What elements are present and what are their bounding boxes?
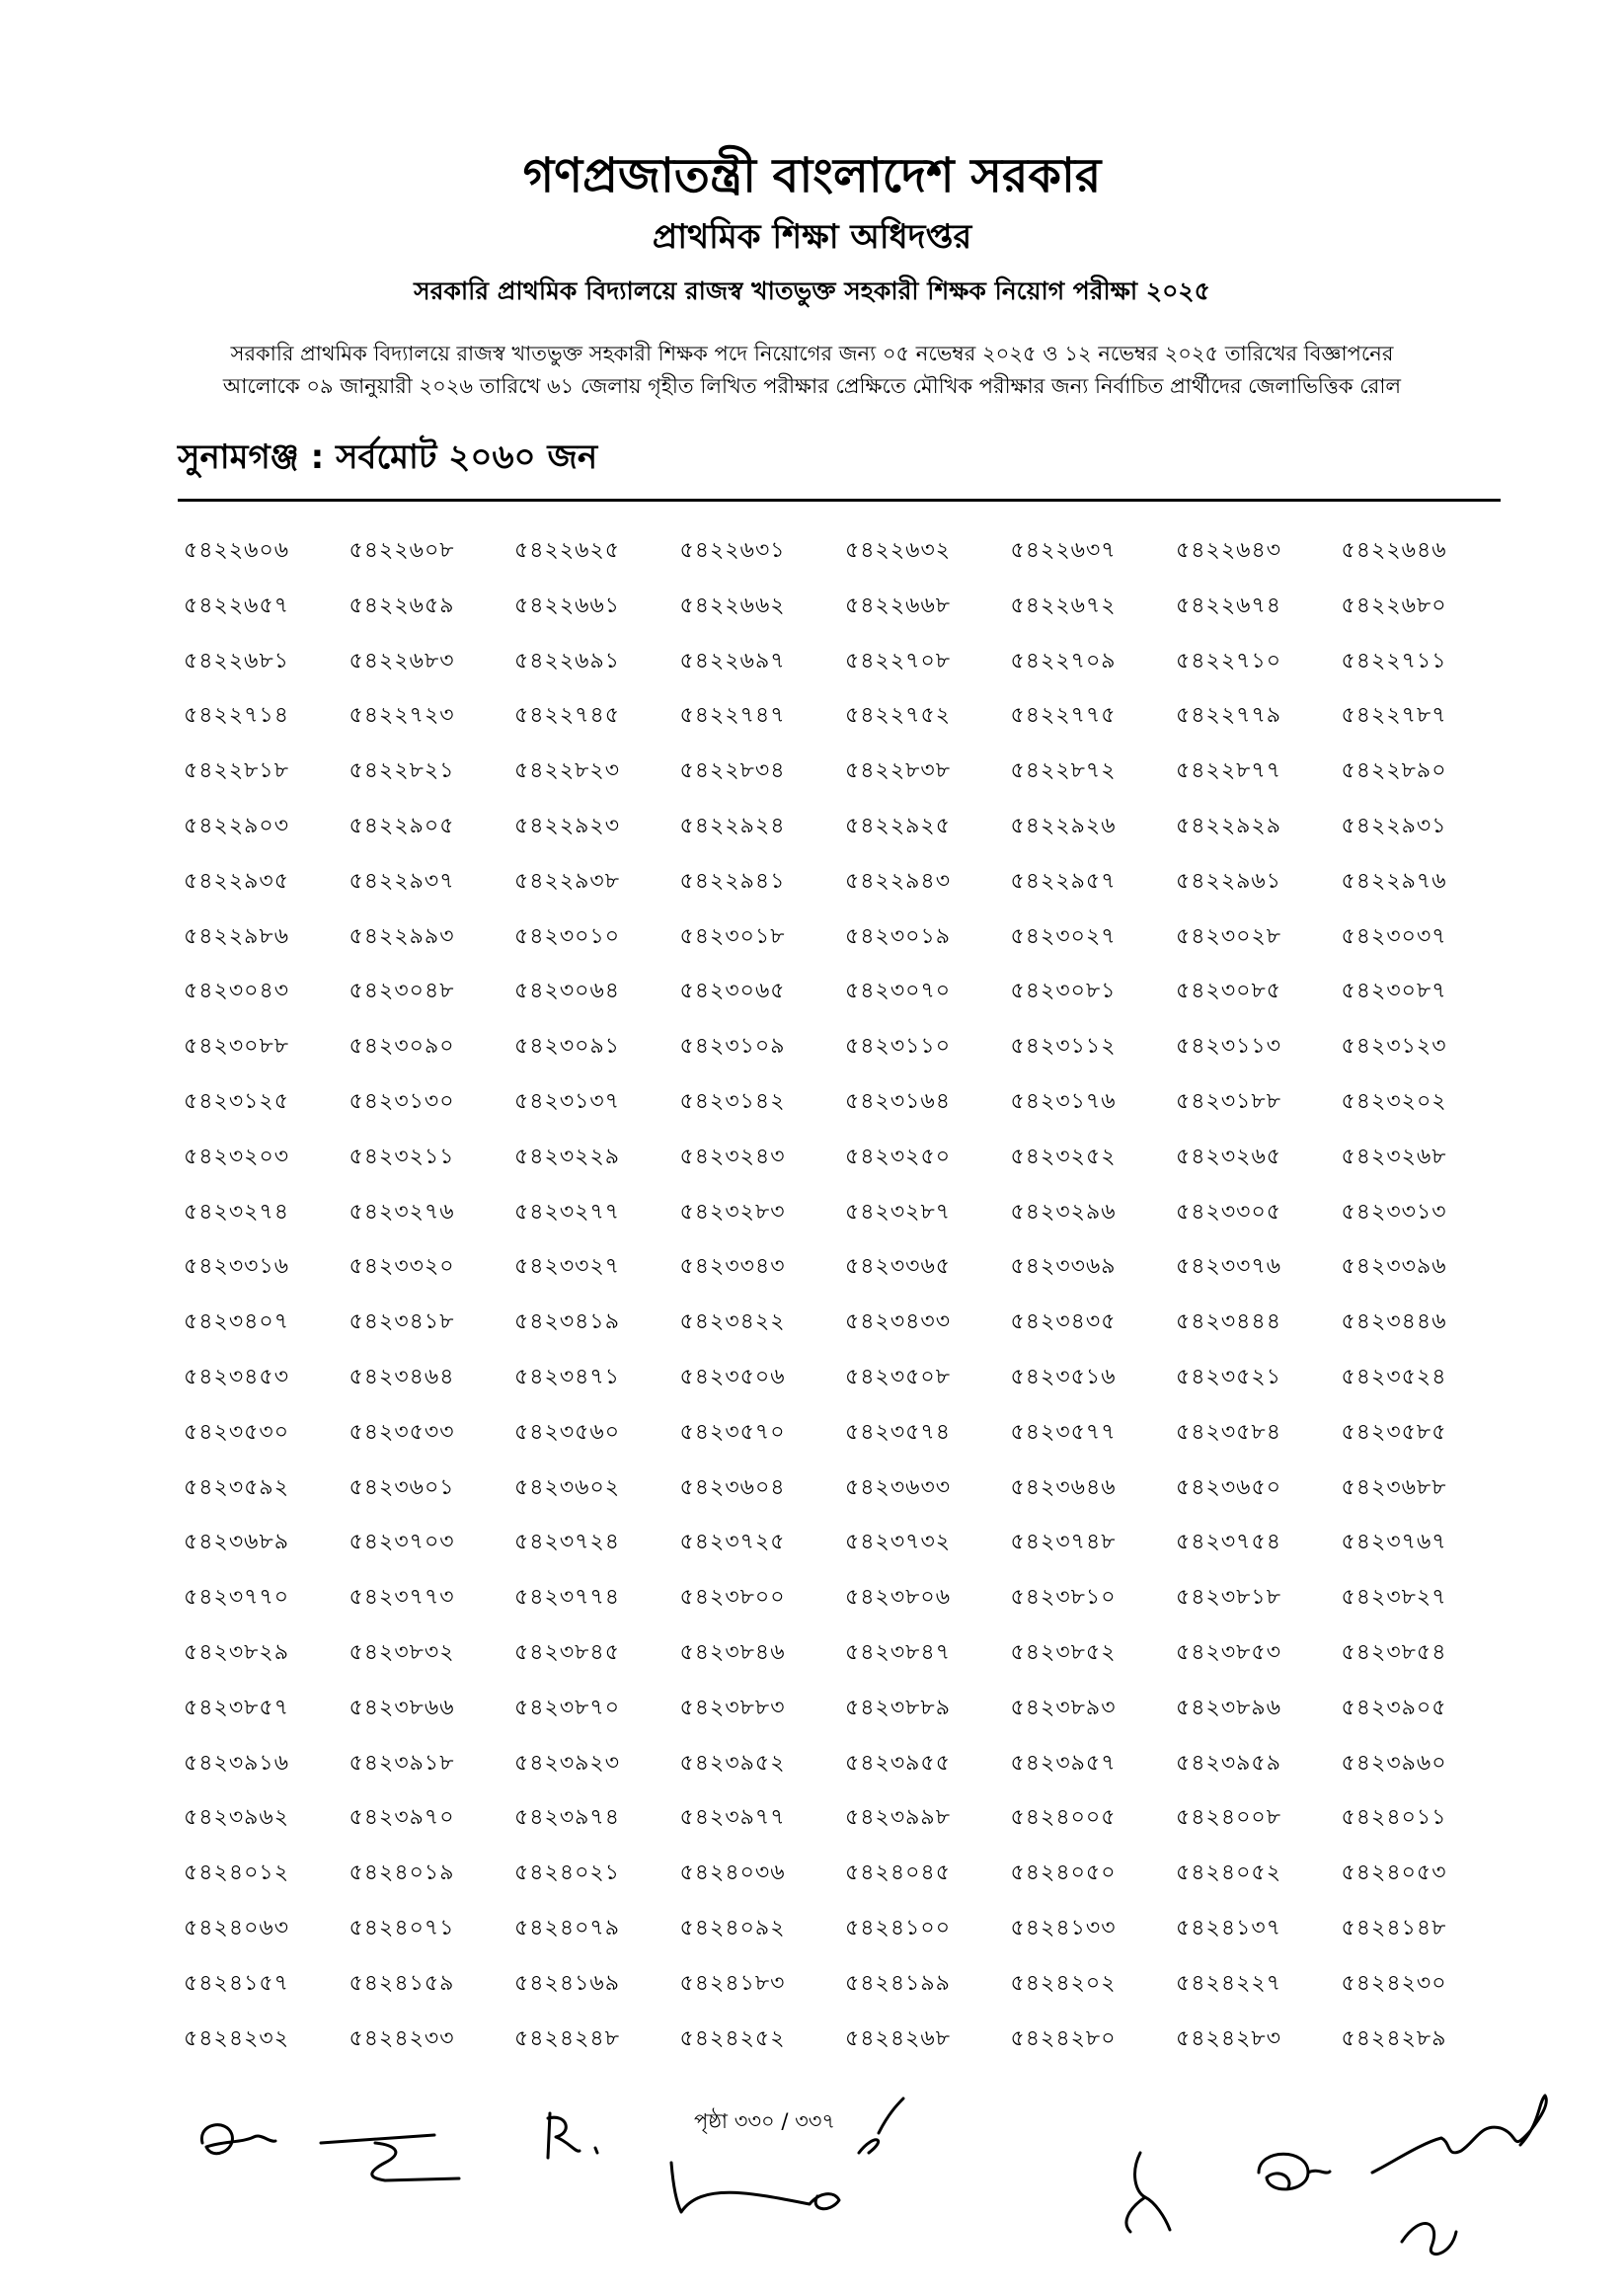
roll-number: ৫৪২৩০৯১	[514, 1034, 621, 1060]
district-heading: সুনামগঞ্জ : সর্বমোট ২০৬০ জন	[178, 437, 598, 477]
roll-number: ৫৪২২৭৭৯	[1176, 703, 1282, 729]
roll-number: ৫৪২৩৪৩৩	[845, 1309, 952, 1335]
roll-number: ৫৪২২৯৬১	[1176, 868, 1282, 894]
roll-number: ৫৪২২৯৮৬	[184, 923, 290, 949]
roll-number: ৫৪২৪০২১	[514, 1860, 621, 1886]
roll-number: ৫৪২৩৩৬৯	[1010, 1254, 1117, 1280]
roll-number: ৫৪২২৮৩৪	[679, 758, 786, 784]
roll-number: ৫৪২৩৪১৮	[348, 1309, 455, 1335]
roll-number: ৫৪২৪০১৯	[348, 1860, 455, 1886]
roll-number: ৫৪২৩১৭৬	[1010, 1088, 1117, 1114]
roll-number: ৫৪২২৬৬১	[514, 593, 621, 618]
government-title: গণপ্রজাতন্ত্রী বাংলাদেশ সরকার	[522, 148, 1102, 203]
roll-number: ৫৪২৪১৯৯	[845, 1970, 951, 1996]
roll-number: ৫৪২৩৩২০	[348, 1254, 455, 1280]
roll-number: ৫৪২৪২৩৩	[348, 2025, 455, 2051]
roll-number: ৫৪২৪২৮০	[1010, 2025, 1117, 2051]
page-number: পৃষ্ঠা ৩৩০ / ৩৩৭	[694, 2109, 836, 2133]
roll-number: ৫৪২৩২৮৭	[845, 1199, 952, 1225]
roll-number: ৫৪২২৭১৪	[184, 703, 290, 729]
roll-number: ৫৪২৩১১০	[845, 1034, 952, 1060]
roll-number: ৫৪২২৬৫৯	[348, 593, 455, 618]
roll-number: ৫৪২৩৪৪৪	[1176, 1309, 1281, 1335]
roll-number: ৫৪২৩৪২২	[679, 1309, 786, 1335]
roll-number: ৫৪২৪০০৮	[1176, 1805, 1282, 1831]
roll-number: ৫৪২৩৫৬০	[514, 1419, 621, 1445]
roll-number: ৫৪২৩১২৩	[1341, 1034, 1447, 1060]
roll-number: ৫৪২৩৯৬০	[1341, 1750, 1447, 1776]
roll-number: ৫৪২৩৮৫৩	[1176, 1639, 1282, 1665]
roll-number: ৫৪২৩৬৫০	[1176, 1474, 1282, 1500]
roll-number: ৫৪২২৯৩৮	[514, 868, 621, 894]
roll-number: ৫৪২৩৬০৪	[679, 1474, 786, 1500]
roll-number: ৫৪২২৬৬২	[679, 593, 786, 618]
roll-number: ৫৪২২৬২৫	[514, 538, 621, 563]
notice-text	[188, 338, 1436, 403]
roll-number: ৫৪২৩২৫২	[1010, 1144, 1117, 1169]
roll-number: ৫৪২৪১৫৯	[348, 1970, 455, 1996]
roll-number: ৫৪২২৯৩৫	[184, 868, 290, 894]
roll-number: ৫৪২৩০৮৭	[1341, 979, 1447, 1004]
roll-number: ৫৪২৩১৩৭	[514, 1088, 621, 1114]
roll-number: ৫৪২৩৫৩০	[184, 1419, 290, 1445]
roll-number: ৫৪২৩৩৪৩	[679, 1254, 786, 1280]
roll-number: ৫৪২২৯৯৩	[348, 923, 455, 949]
roll-number: ৫৪২৩২৪৩	[679, 1144, 786, 1169]
roll-number: ৫৪২৩৮৫২	[1010, 1639, 1117, 1665]
roll-number: ৫৪২৩০১০	[514, 923, 621, 949]
roll-number: ৫৪২৩৫৭৭	[1010, 1419, 1117, 1445]
roll-number: ৫৪২৩৭০৩	[348, 1530, 455, 1555]
roll-number: ৫৪২৩৭৪৮	[1010, 1530, 1117, 1555]
roll-number: ৫৪২২৭৫২	[845, 703, 952, 729]
roll-number: ৫৪২২৯৪৩	[845, 868, 952, 894]
roll-number: ৫৪২৩৬৮৮	[1341, 1474, 1447, 1500]
roll-number: ৫৪২২৬৪৩	[1176, 538, 1282, 563]
roll-number: ৫৪২৩৫৭৪	[845, 1419, 952, 1445]
roll-number: ৫৪২২৮২৩	[514, 758, 621, 784]
roll-number: ৫৪২৩৫৮৫	[1341, 1419, 1447, 1445]
roll-number: ৫৪২৩১১২	[1010, 1034, 1117, 1060]
roll-number: ৫৪২২৯২৬	[1010, 813, 1117, 838]
roll-number: ৫৪২৩২০২	[1341, 1088, 1447, 1114]
roll-number: ৫৪২২৬৭২	[1010, 593, 1117, 618]
roll-number: ৫৪২২৬৮১	[184, 648, 290, 673]
notice-line-1: সরকারি প্রাথমিক বিদ্যালয়ে রাজস্ব খাতভুক্ত সহকারী শিক্ষক পদে নিয়োগের জন্য ০৫ নভেম্বর ২০২৫ ও ১২ নভেম্বর ২০২৫ তারিখের বিজ্ঞাপনের	[230, 342, 1394, 365]
roll-number: ৫৪২৩৯২৩	[514, 1750, 621, 1776]
roll-number: ৫৪২৩৪৫৩	[184, 1364, 290, 1389]
roll-number: ৫৪২২৬০৬	[184, 538, 290, 563]
roll-number: ৫৪২৩৭২৪	[514, 1530, 621, 1555]
roll-number: ৫৪২৪০৪৫	[845, 1860, 951, 1886]
roll-number: ৫৪২৩৭৬৭	[1341, 1530, 1447, 1555]
roll-number: ৫৪২২৭১০	[1176, 648, 1282, 673]
roll-number: ৫৪২৩৮৩২	[348, 1639, 455, 1665]
roll-number: ৫৪২৩৫০৮	[845, 1364, 952, 1389]
roll-number: ৫৪২৩৭৭৪	[514, 1585, 621, 1611]
roll-number: ৫৪২২৯২৯	[1176, 813, 1282, 838]
roll-number: ৫৪২৩৮৪৭	[845, 1639, 952, 1665]
heading-divider	[178, 499, 1501, 502]
roll-number: ৫৪২৩০১৮	[679, 923, 786, 949]
roll-number: ৫৪২৩৫৩৩	[348, 1419, 455, 1445]
roll-number: ৫৪২৩৪৭১	[514, 1364, 621, 1389]
roll-number: ৫৪২৩৮২৭	[1341, 1585, 1447, 1611]
roll-number: ৫৪২৪১৩৭	[1176, 1915, 1282, 1940]
roll-number: ৫৪২৩৯১৮	[348, 1750, 455, 1776]
roll-number: ৫৪২৩২৫০	[845, 1144, 952, 1169]
roll-number: ৫৪২৩৮০৬	[845, 1585, 952, 1611]
roll-number: ৫৪২২৯৭৬	[1341, 868, 1447, 894]
roll-number: ৫৪২৪২৬৮	[845, 2025, 952, 2051]
roll-number: ৫৪২৩৮৬৬	[348, 1695, 455, 1720]
roll-number: ৫৪২২৬৩২	[845, 538, 952, 563]
roll-number: ৫৪২২৯৪১	[679, 868, 786, 894]
roll-number: ৫৪২৩০২৮	[1176, 923, 1282, 949]
roll-number: ৫৪২৩১২৫	[184, 1088, 290, 1114]
roll-number: ৫৪২৩১০৯	[679, 1034, 786, 1060]
roll-number: ৫৪২৩৩১৩	[1341, 1199, 1447, 1225]
roll-number: ৫৪২২৬৬৮	[845, 593, 952, 618]
signature-4	[661, 2094, 918, 2232]
roll-number: ৫৪২২৬৩৭	[1010, 538, 1117, 563]
roll-number: ৫৪২৩১১৩	[1176, 1034, 1282, 1060]
roll-number: ৫৪২৪০১২	[184, 1860, 290, 1886]
roll-number-grid	[184, 534, 1507, 2077]
signature-2	[316, 2123, 474, 2192]
roll-number: ৫৪২৩২৭৬	[348, 1199, 455, 1225]
roll-number: ৫৪২২৭১১	[1341, 648, 1447, 673]
roll-number: ৫৪২৩০৬৫	[679, 979, 786, 1004]
roll-number: ৫৪২২৯২৪	[679, 813, 786, 838]
roll-number: ৫৪২৩৩৯৬	[1341, 1254, 1447, 1280]
roll-number: ৫৪২৪২৮৯	[1341, 2025, 1447, 2051]
roll-number: ৫৪২৪০৬৩	[184, 1915, 290, 1940]
roll-number: ৫৪২২৬৫৭	[184, 593, 290, 618]
roll-number: ৫৪২৩২৮৩	[679, 1199, 786, 1225]
roll-number: ৫৪২৪০৭৯	[514, 1915, 621, 1940]
roll-number: ৫৪২৩০৭০	[845, 979, 952, 1004]
notice-line-2: আলোকে ০৯ জানুয়ারী ২০২৬ তারিখে ৬১ জেলায় গৃহীত লিখিত পরীক্ষার প্রেক্ষিতে মৌখিক পরীক্ষার জন্য নির্বাচিত প্রার্থীদের জেলাভিত্তিক রোল	[222, 374, 1402, 398]
roll-number: ৫৪২৩০৮৮	[184, 1034, 290, 1060]
roll-number: ৫৪২৩২৬৫	[1176, 1144, 1282, 1169]
signature-7	[1362, 2084, 1560, 2271]
roll-number: ৫৪২২৯০৩	[184, 813, 290, 838]
roll-number: ৫৪২৩২৯৬	[1010, 1199, 1117, 1225]
roll-number: ৫৪২৩৮০০	[679, 1585, 786, 1611]
roll-number: ৫৪২৪১৩৩	[1010, 1915, 1117, 1940]
roll-number: ৫৪২২৮১৮	[184, 758, 289, 784]
roll-number: ৫৪২৪১৮৩	[679, 1970, 786, 1996]
roll-number: ৫৪২২৭৪৫	[514, 703, 621, 729]
roll-number: ৫৪২২৭২৩	[348, 703, 455, 729]
roll-number: ৫৪২৩৯৭৪	[514, 1805, 621, 1831]
roll-number: ৫৪২৩৬৮৯	[184, 1530, 290, 1555]
roll-number: ৫৪২২৬০৮	[348, 538, 455, 563]
roll-number: ৫৪২৩০১৯	[845, 923, 952, 949]
roll-number: ৫৪২২৭৪৭	[679, 703, 786, 729]
roll-number: ৫৪২৪২০২	[1010, 1970, 1117, 1996]
exam-title: সরকারি প্রাথমিক বিদ্যালয়ে রাজস্ব খাতভুক্ত সহকারী শিক্ষক নিয়োগ পরীক্ষা ২০২৫	[414, 277, 1210, 305]
roll-number: ৫৪২৪১৬৯	[514, 1970, 620, 1996]
roll-number: ৫৪২২৭৮৭	[1341, 703, 1447, 729]
roll-number: ৫৪২৩৮৮৯	[845, 1695, 951, 1720]
roll-number: ৫৪২৩৩২৭	[514, 1254, 621, 1280]
roll-number: ৫৪২২৯৩১	[1341, 813, 1447, 838]
roll-number: ৫৪২৩২২৯	[514, 1144, 621, 1169]
roll-number: ৫৪২৩৭৭০	[184, 1585, 290, 1611]
department-title: প্রাথমিক শিক্ষা অধিদপ্তর	[652, 217, 972, 257]
roll-number: ৫৪২৩০২৭	[1010, 923, 1117, 949]
roll-number: ৫৪২৩৯৫২	[679, 1750, 786, 1776]
roll-number: ৫৪২৩৮৪৫	[514, 1639, 620, 1665]
roll-number: ৫৪২৩৯০৫	[1341, 1695, 1447, 1720]
roll-number: ৫৪২৪২৩০	[1341, 1970, 1447, 1996]
roll-number: ৫৪২৩৯৬২	[184, 1805, 290, 1831]
roll-number: ৫৪২৩১৩০	[348, 1088, 455, 1114]
roll-number: ৫৪২২৯২৫	[845, 813, 952, 838]
roll-number: ৫৪২৩৯৫৭	[1010, 1750, 1117, 1776]
signature-1	[193, 2113, 281, 2173]
roll-number: ৫৪২২৭০৮	[845, 648, 952, 673]
roll-number: ৫৪২৩৯৫৫	[845, 1750, 951, 1776]
roll-number: ৫৪২৩৭৩২	[845, 1530, 952, 1555]
roll-number: ৫৪২৩৩১৬	[184, 1254, 290, 1280]
roll-number: ৫৪২২৬৩১	[679, 538, 786, 563]
roll-number: ৫৪২২৬৭৪	[1176, 593, 1282, 618]
roll-number: ৫৪২২৯০৫	[348, 813, 455, 838]
roll-number: ৫৪২৩১৪২	[679, 1088, 786, 1114]
roll-number: ৫৪২২৮৩৮	[845, 758, 952, 784]
roll-number: ৫৪২৩৫০৬	[679, 1364, 786, 1389]
roll-number: ৫৪২৪২৩২	[184, 2025, 290, 2051]
roll-number: ৫৪২৩২০৩	[184, 1144, 290, 1169]
roll-number: ৫৪২৩০৮১	[1010, 979, 1117, 1004]
roll-number: ৫৪২৪২৫২	[679, 2025, 786, 2051]
roll-number: ৫৪২৩৭৫৪	[1176, 1530, 1282, 1555]
roll-number: ৫৪২৩০৩৭	[1341, 923, 1447, 949]
roll-number: ৫৪২৪০৫৩	[1341, 1860, 1447, 1886]
signature-3	[538, 2103, 627, 2173]
roll-number: ৫৪২৩৯৫৯	[1176, 1750, 1281, 1776]
roll-number: ৫৪২২৬৮৩	[348, 648, 455, 673]
roll-number: ৫৪২৩৮২৯	[184, 1639, 290, 1665]
roll-number: ৫৪২৩৫২১	[1176, 1364, 1282, 1389]
roll-number: ৫৪২৩১৮৮	[1176, 1088, 1281, 1114]
roll-number: ৫৪২৩৯৯৮	[845, 1805, 951, 1831]
roll-number: ৫৪২৩৯৭৭	[679, 1805, 786, 1831]
roll-number: ৫৪২৩৭৭৩	[348, 1585, 455, 1611]
roll-number: ৫৪২৪০৫২	[1176, 1860, 1282, 1886]
roll-number: ৫৪২৪০৭১	[348, 1915, 455, 1940]
roll-number: ৫৪২২৬৮০	[1341, 593, 1447, 618]
roll-number: ৫৪২৪০৫০	[1010, 1860, 1117, 1886]
roll-number: ৫৪২৩২৬৮	[1341, 1144, 1447, 1169]
roll-number: ৫৪২৩৩৭৬	[1176, 1254, 1282, 1280]
roll-number: ৫৪২৩৬৩৩	[845, 1474, 952, 1500]
roll-number: ৫৪২৩৫৭০	[679, 1419, 786, 1445]
roll-number: ৫৪২৩৬০২	[514, 1474, 621, 1500]
roll-number: ৫৪২২৭০৯	[1010, 648, 1117, 673]
roll-number: ৫৪২২৮৭৭	[1176, 758, 1282, 784]
roll-number: ৫৪২৩৪৪৬	[1341, 1309, 1447, 1335]
signature-5	[1111, 2143, 1190, 2242]
roll-number: ৫৪২৩৩৬৫	[845, 1254, 952, 1280]
roll-number: ৫৪২২৬৪৬	[1341, 538, 1447, 563]
roll-number: ৫৪২৪২২৭	[1176, 1970, 1282, 1996]
roll-number: ৫৪২২৬৯১	[514, 648, 621, 673]
roll-number: ৫৪২৩২৭৭	[514, 1199, 621, 1225]
roll-number: ৫৪২৩৪৩৫	[1010, 1309, 1117, 1335]
roll-number: ৫৪২৪০১১	[1341, 1805, 1447, 1831]
roll-number: ৫৪২৩৮৯৬	[1176, 1695, 1282, 1720]
roll-number: ৫৪২২৯৩৭	[348, 868, 455, 894]
roll-number: ৫৪২২৭৭৫	[1010, 703, 1117, 729]
roll-number: ৫৪২৩৫১৬	[1010, 1364, 1117, 1389]
roll-number: ৫৪২৩০৯০	[348, 1034, 455, 1060]
roll-number: ৫৪২৩৮১০	[1010, 1585, 1117, 1611]
signature-6	[1239, 2138, 1338, 2207]
roll-number: ৫৪২৩৫২৪	[1341, 1364, 1447, 1389]
roll-number: ৫৪২৩৬৪৬	[1010, 1474, 1117, 1500]
roll-number: ৫৪২৩০৬৪	[514, 979, 621, 1004]
roll-number: ৫৪২৩০৪৮	[348, 979, 455, 1004]
roll-number: ৫৪২৪১৫৭	[184, 1970, 289, 1996]
roll-number: ৫৪২৪০৯২	[679, 1915, 786, 1940]
roll-number: ৫৪২২৬৯৭	[679, 648, 786, 673]
roll-number: ৫৪২৩৯১৬	[184, 1750, 290, 1776]
roll-number: ৫৪২৩৮৯৩	[1010, 1695, 1117, 1720]
roll-number: ৫৪২৩৫৯২	[184, 1474, 290, 1500]
roll-number: ৫৪২৩৮৭০	[514, 1695, 621, 1720]
roll-number: ৫৪২৩১৬৪	[845, 1088, 952, 1114]
roll-number: ৫৪২৩৪১৯	[514, 1309, 620, 1335]
roll-number: ৫৪২৩৮৫৪	[1341, 1639, 1447, 1665]
roll-number: ৫৪২৪০৩৬	[679, 1860, 786, 1886]
roll-number: ৫৪২৩৮৪৬	[679, 1639, 786, 1665]
roll-number: ৫৪২৩৩০৫	[1176, 1199, 1282, 1225]
roll-number: ৫৪২৪১০০	[845, 1915, 952, 1940]
roll-number: ৫৪২৪২৮৩	[1176, 2025, 1282, 2051]
roll-number: ৫৪২৪২৪৮	[514, 2025, 620, 2051]
roll-number: ৫৪২৪০০৫	[1010, 1805, 1117, 1831]
roll-number: ৫৪২৩৮৮৩	[679, 1695, 786, 1720]
roll-number: ৫৪২২৯২৩	[514, 813, 621, 838]
roll-number: ৫৪২২৮৯০	[1341, 758, 1447, 784]
roll-number: ৫৪২৩৪০৭	[184, 1309, 290, 1335]
roll-number: ৫৪২৩২৭৪	[184, 1199, 290, 1225]
roll-number: ৫৪২৩৫৮৪	[1176, 1419, 1281, 1445]
roll-number: ৫৪২৩৪৬৪	[348, 1364, 455, 1389]
roll-number: ৫৪২৩৬০১	[348, 1474, 455, 1500]
roll-number: ৫৪২৪১৪৮	[1341, 1915, 1447, 1940]
roll-number: ৫৪২২৮২১	[348, 758, 455, 784]
roll-number: ৫৪২৩৭২৫	[679, 1530, 786, 1555]
roll-number: ৫৪২৩৮১৮	[1176, 1585, 1281, 1611]
roll-number: ৫৪২২৮৭২	[1010, 758, 1117, 784]
roll-number: ৫৪২৩০৪৩	[184, 979, 290, 1004]
roll-number: ৫৪২২৯৫৭	[1010, 868, 1117, 894]
roll-number: ৫৪২৩০৮৫	[1176, 979, 1282, 1004]
roll-number: ৫৪২৩৯৭০	[348, 1805, 455, 1831]
roll-number: ৫৪২৩৮৫৭	[184, 1695, 290, 1720]
roll-number: ৫৪২৩২১১	[348, 1144, 455, 1169]
